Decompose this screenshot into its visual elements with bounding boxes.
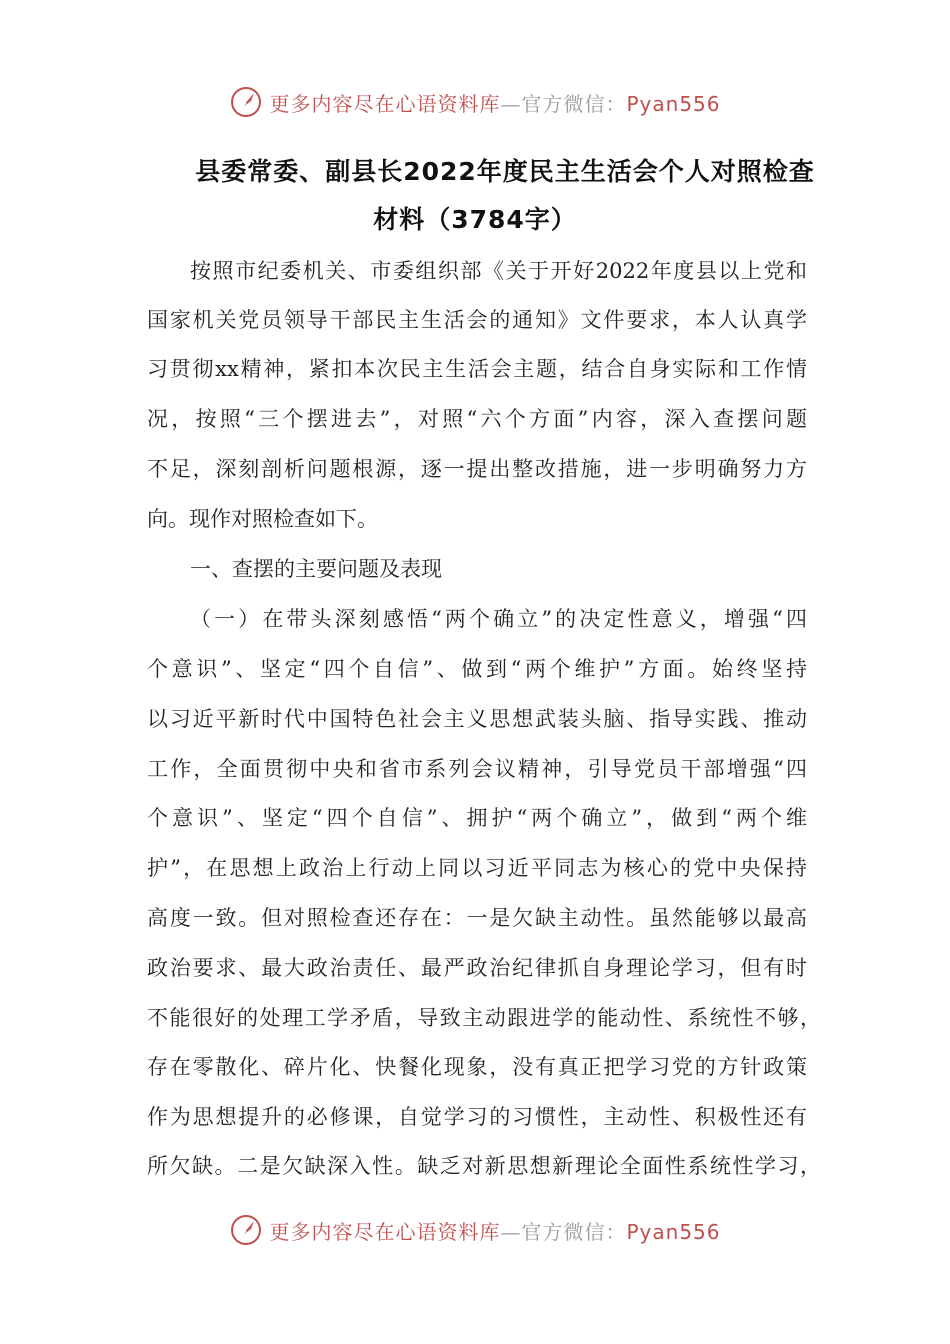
body-line: 政治要求、最大政治责任、最严政治纪律抓自身理论学习，但有时 — [147, 956, 807, 980]
watermark-text — [269, 1216, 720, 1245]
body-line: 高度一致。但对照检查还存在：一是欠缺主动性。虽然能够以最高 — [147, 906, 807, 930]
watermark-separator-text: —官方微信： — [500, 91, 627, 116]
watermark-footer — [0, 1210, 950, 1250]
body-line: 况，按照“三个摆进去”，对照“六个方面”内容，深入查摆问题 — [147, 407, 807, 431]
body-line: 习贯彻xx精神，紧扣本次民主生活会主题，结合自身实际和工作情 — [147, 357, 807, 381]
body-line: 不能很好的处理工学矛盾，导致主动跟进学的能动性、系统性不够， — [147, 1006, 821, 1030]
watermark-main-text: 更多内容尽在心语资料库 — [269, 91, 501, 116]
document-title-line-1: 县委常委、副县长2022年度民主生活会个人对照检查 — [195, 157, 815, 186]
watermark-separator-text: —官方微信： — [500, 1219, 627, 1244]
watermark-header — [0, 82, 950, 122]
body-line: 向。现作对照检查如下。 — [147, 507, 378, 531]
body-line: 所欠缺。二是欠缺深入性。缺乏对新思想新理论全面性系统性学习， — [147, 1154, 821, 1178]
watermark-wechat-id: Pyan556 — [626, 91, 721, 116]
body-line: 不足，深刻剖析问题根源，逐一提出整改措施，进一步明确努力方 — [147, 457, 807, 481]
section-heading: 一、查摆的主要问题及表现 — [190, 557, 442, 581]
quill-logo-icon — [229, 85, 263, 119]
body-line: 作为思想提升的必修课，自觉学习的习惯性，主动性、积极性还有 — [147, 1105, 807, 1129]
body-line: 工作，全面贯彻中央和省市系列会议精神，引导党员干部增强“四 — [147, 757, 807, 781]
body-line: 国家机关党员领导干部民主生活会的通知》文件要求，本人认真学 — [147, 308, 807, 332]
body-line: 个意识”、坚定“四个自信”、拥护“两个确立”，做到“两个维 — [147, 806, 807, 830]
body-line: 存在零散化、碎片化、快餐化现象，没有真正把学习党的方针政策 — [147, 1055, 807, 1079]
document-title-line-2: 材料（3784字） — [373, 205, 577, 234]
body-line: 护”，在思想上政治上行动上同以习近平同志为核心的党中央保持 — [147, 856, 807, 880]
body-line: （一）在带头深刻感悟“两个确立”的决定性意义，增强“四 — [190, 607, 807, 631]
watermark-wechat-id: Pyan556 — [626, 1219, 721, 1244]
watermark-main-text: 更多内容尽在心语资料库 — [269, 1219, 501, 1244]
body-line: 按照市纪委机关、市委组织部《关于开好2022年度县以上党和 — [190, 259, 807, 283]
body-line: 以习近平新时代中国特色社会主义思想武装头脑、指导实践、推动 — [147, 707, 807, 731]
quill-logo-icon — [229, 1213, 263, 1247]
watermark-text — [269, 88, 720, 117]
body-line: 个意识”、坚定“四个自信”、做到“两个维护”方面。始终坚持 — [147, 657, 807, 681]
